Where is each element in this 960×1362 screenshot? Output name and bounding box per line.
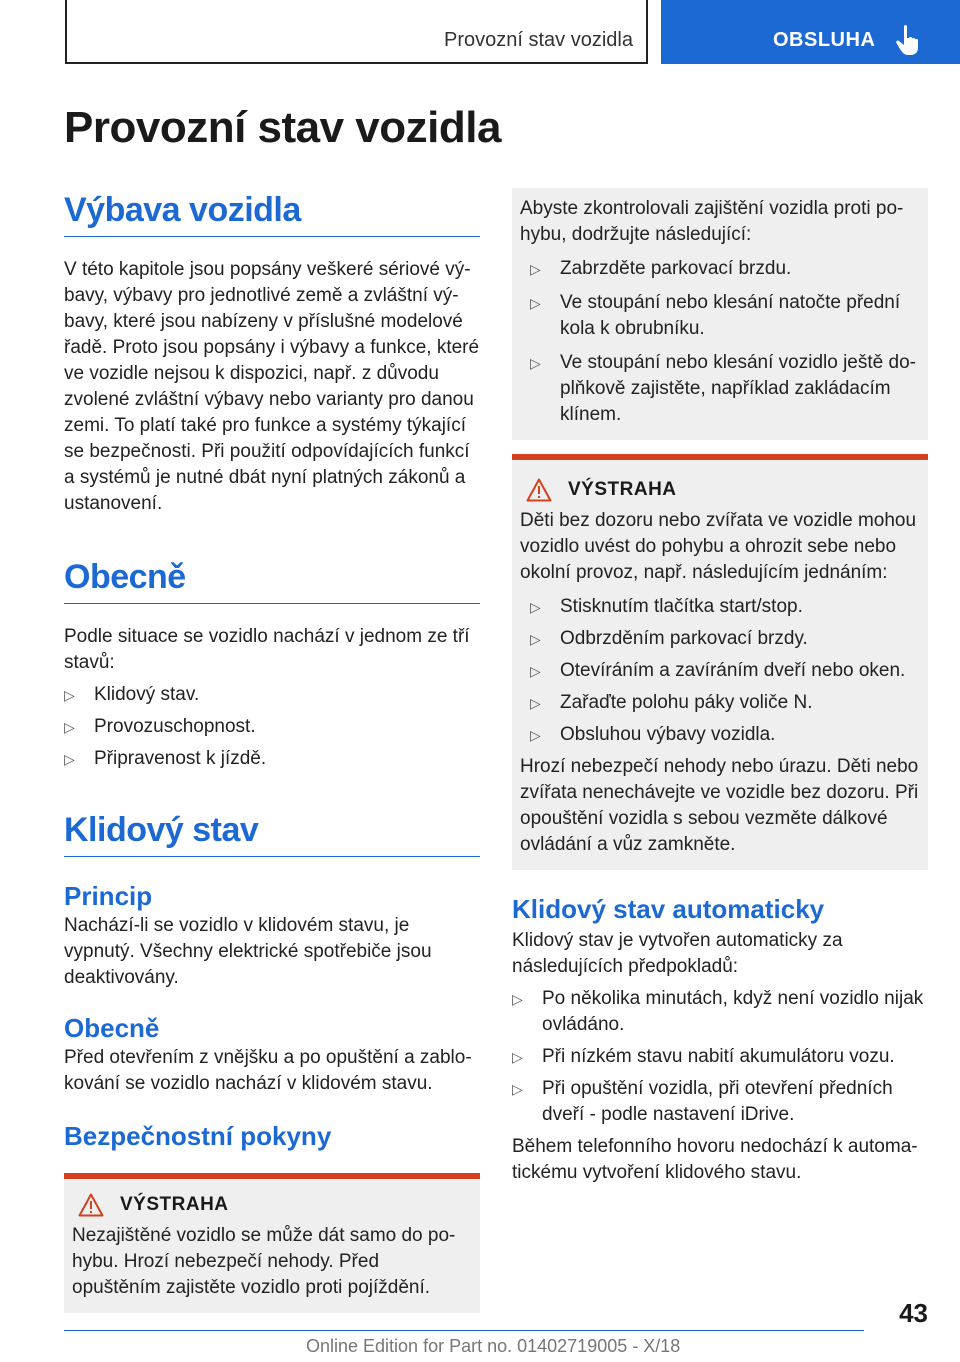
subheading-obecne: Obecně [64,1013,160,1043]
list-item: ▷ Po několika minutách, když není vozidlo nijak ovládáno. [512,988,924,1035]
subheading-bezpecnostni-pokyny: Bezpečnostní pokyny [64,1121,332,1151]
warning-title: VÝSTRAHA [120,1194,229,1215]
section-heading-klidovy-stav: Klidový stav [64,808,480,857]
triangle-bullet-icon: ▷ [530,663,541,679]
left-column [64,188,480,1313]
triangle-bullet-icon: ▷ [64,751,75,767]
triangle-bullet-icon: ▷ [512,1049,523,1065]
page-title: Provozní stav vozidla [64,103,501,152]
warning-list [520,594,920,748]
triangle-bullet-icon: ▷ [530,631,541,647]
warning-triangle-icon [78,1193,104,1217]
triangle-bullet-icon: ▷ [64,687,75,703]
list-item: ▷ Klidový stav. [64,682,480,708]
warning-text: Děti bez dozoru nebo zvířata ve vozidle mohou vozidlo uvést do pohybu a ohrozit sebe nebo okolní provoz, např. následujícím jednáním: [520,510,917,583]
triangle-bullet-icon: ▷ [530,355,541,371]
info-paragraph: Abyste zkontrolovali zajištění vozidla proti pohybu, dodržujte následující: [520,198,904,245]
list-item: ▷ Ve stoupání nebo klesání vozidlo ještě doplňkově zajistěte, například zakládacím klínem. [530,352,916,425]
list-item: ▷ Při opuštění vozidla, při otevření předních dveří - podle nastavení iDrive. [512,1078,893,1125]
auto-paragraph: Klidový stav je vytvořen automaticky za následujících předpokladů: [512,930,843,977]
triangle-bullet-icon: ▷ [512,1081,523,1097]
info-list [520,256,920,428]
obecne2-paragraph: Před otevřením z vnějšku a po opuštění a zablokování se vozidlo nachází v klidovém stavu. [64,1047,472,1094]
subheading-princip: Princip [64,881,153,911]
states-list [64,682,480,772]
list-item: ▷ Zabrzděte parkovací brzdu. [530,256,920,282]
list-item: ▷ Zařaďte polohu páky voliče N. [530,690,920,716]
triangle-bullet-icon: ▷ [530,599,541,615]
right-column [512,188,928,1186]
warning-box-1 [64,1173,480,1313]
list-item: ▷ Obsluhou výbavy vozidla. [530,722,920,748]
warning-header [72,1191,472,1219]
footer-edition: Online Edition for Part no. 01402719005 - X/18 [306,1336,681,1356]
warning-text: Nezajištěné vozidlo se může dát samo do pohybu. Hrozí nebezpečí nehody. Před opuštěním zajistěte vozidlo proti pojíždění. [72,1225,456,1298]
triangle-bullet-icon: ▷ [512,991,523,1007]
list-item: ▷ Při nízkém stavu nabití akumulátoru vozu. [512,1044,928,1070]
list-item: ▷ Stisknutím tlačítka start/stop. [530,594,920,620]
triangle-bullet-icon: ▷ [530,295,541,311]
hand-pointer-icon [895,24,923,56]
footer-divider [64,1330,864,1331]
list-item: ▷ Otevíráním a zavíráním dveří nebo oken. [530,658,920,684]
warning-header [520,476,920,504]
warning-box-2 [512,454,928,870]
auto-list [512,986,928,1128]
triangle-bullet-icon: ▷ [530,261,541,277]
triangle-bullet-icon: ▷ [64,719,75,735]
warning-title: VÝSTRAHA [568,479,677,500]
header-section-title: Provozní stav vozidla [65,0,648,64]
section-heading-obecne: Obecně [64,555,480,604]
warning-text-2: Hrozí nebezpečí nehody nebo úrazu. Děti nebo zvířata nenechávejte ve vozidle bez dozoru. Při opouštění vozidla s sebou vezměte dálkové ovládání a vůz zamkněte. [520,756,919,855]
vybava-paragraph: V této kapitole jsou popsány veškeré sériové výbavy, výbavy pro jednotlivé země a zvláštní výbavy, které jsou nabízeny v příslušné modelové řadě. Proto jsou popsány i výbavy a funkce, které ve vozidle nejsou k dispozici, např. z důvodu zvolené zvláštní výbavy nebo varianty pro danou zemi. To platí také pro funkce a systémy týkající se bezpečnosti. Při použití odpovídajících funkcí a systémů je nutné dbát nyní platných zákonů a ustanovení. [64,259,480,514]
obecne-paragraph: Podle situace se vozidlo nachází v jednom ze tří stavů: [64,626,470,673]
auto-paragraph-2: Během telefonního hovoru nedochází k automatickému vytvoření klidového stavu. [512,1136,918,1183]
warning-triangle-icon [526,478,552,502]
list-item: ▷ Provozuschopnost. [64,714,480,740]
triangle-bullet-icon: ▷ [530,695,541,711]
header-chapter-label: OBSLUHA [773,29,876,51]
subheading-klidovy-stav-automaticky: Klidový stav automaticky [512,894,825,924]
list-item: ▷ Ve stoupání nebo klesání natočte přední kola k obrubníku. [530,292,901,339]
list-item: ▷ Připravenost k jízdě. [64,746,480,772]
info-box [512,188,928,440]
page-number: 43 [899,1298,928,1328]
triangle-bullet-icon: ▷ [530,727,541,743]
list-item: ▷ Odbrzděním parkovací brzdy. [530,626,920,652]
section-heading-vybava: Výbava vozidla [64,188,480,237]
princip-paragraph: Nachází-li se vozidlo v klidovém stavu, je vypnutý. Všechny elektrické spotřebiče jsou deaktivovány. [64,915,432,988]
page-header [0,0,960,66]
